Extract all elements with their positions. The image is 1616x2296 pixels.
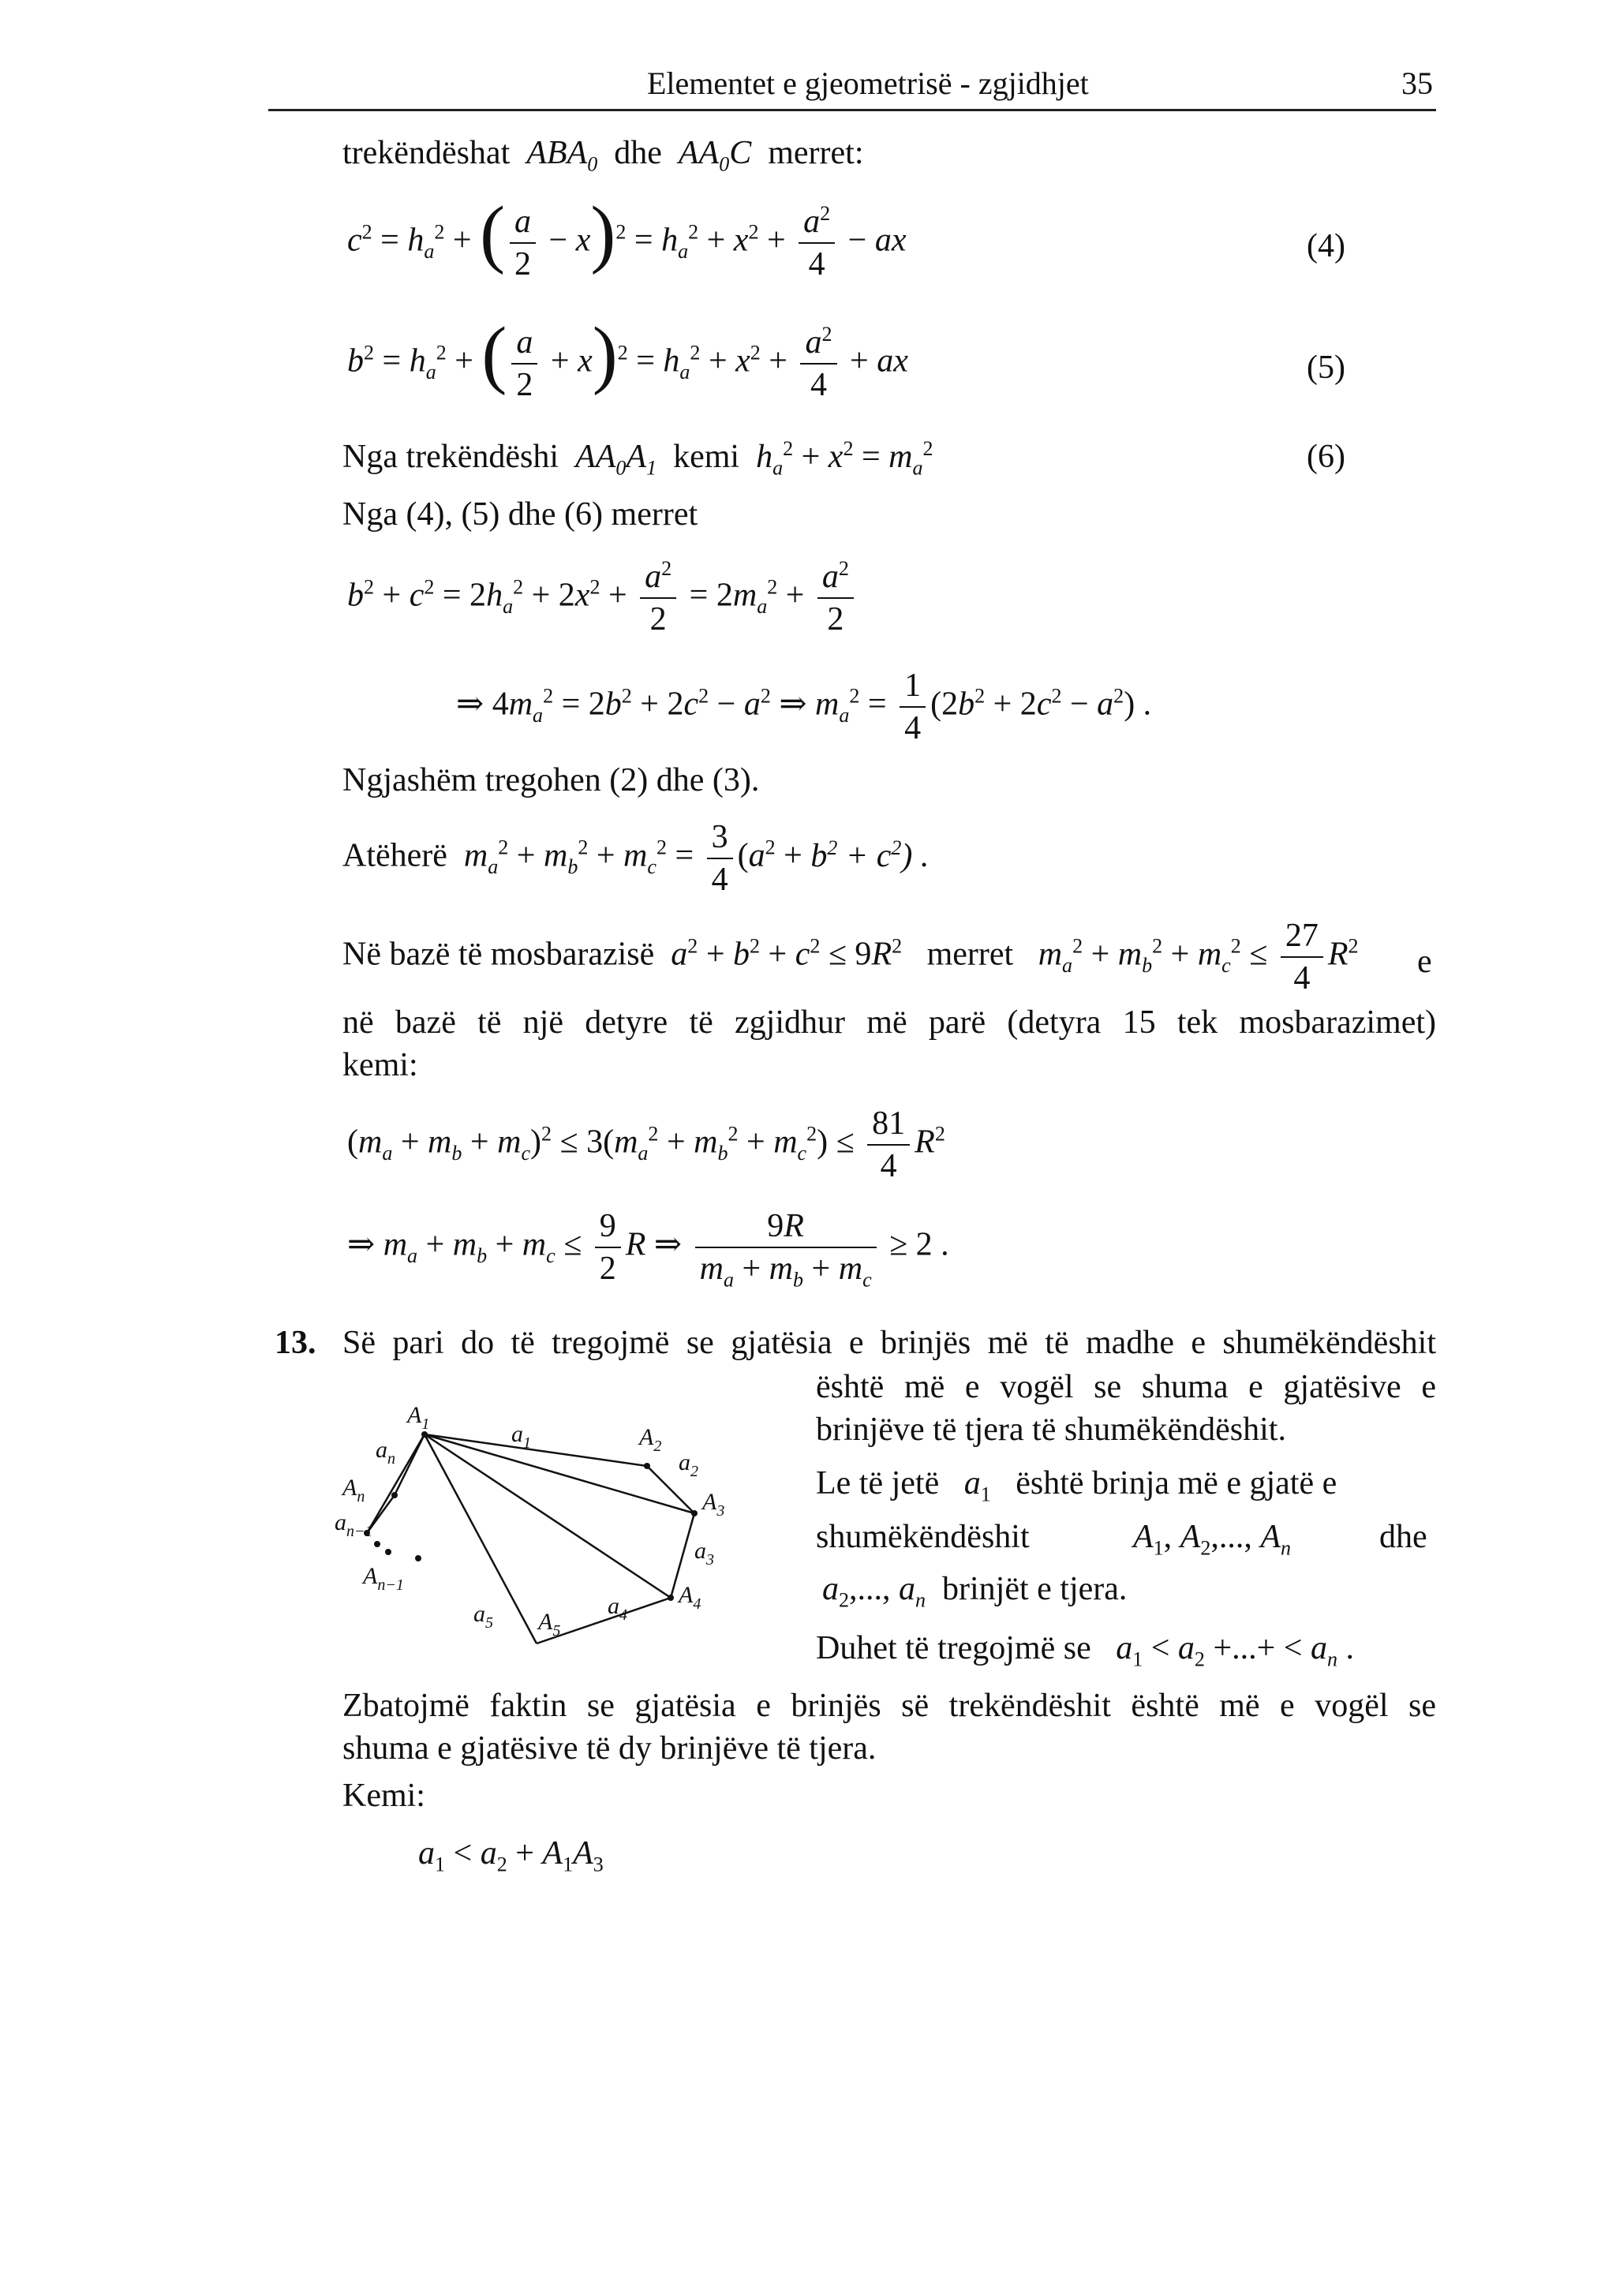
equation-sum: $b^2 + c^2 = 2h_a^2 + 2x^2$ + $\frac{a^2}{2}$ = $2m_a^2$ + $\frac{a^2}{2}$ [347,556,858,640]
problem-13-kemi: Kemi: [342,1778,425,1814]
svg-text:an−1: $a_{n-1}$ [335,1509,373,1540]
svg-text:an: $a_n$ [376,1437,395,1468]
ne-baze-line: Në bazë të mosbarazisë $a^2 + b^2 + c^2 \le 9R^2$ merret $m_a^2 + m_b^2 + m_c^2$ ≤ $\frac{27}{4}$ $R^2$ [342,915,1436,999]
problem-13-number: 13. [275,1325,316,1361]
svg-text:A3: $A_3$ [702,1489,725,1520]
svg-text:a4: $a_4$ [608,1593,627,1624]
polygon-figure [331,1369,773,1640]
problem-13-line5 [816,1518,1030,1556]
text-ne-baze-b: merret [926,936,1014,973]
p13-text-line7: Duhet të tregojmë se [816,1630,1091,1666]
text-atehere: Atëherë [342,837,447,874]
text-ne-baze-a: Në bazë të mosbarazisë [342,936,655,973]
svg-text:A5: $A_5$ [538,1609,561,1640]
nga-456-line: Nga (4), (5) dhe (6) merret [342,496,698,533]
equation-median: ⇒ $4m_a^2 = 2b^2 + 2c^2 - a^2$ ⇒ $m_a^2$ = $\frac{1}{4}$ $(2b^2 + 2c^2 - a^2)$ . [456,665,1151,749]
figure-labels [335,1402,724,1640]
svg-text:A1: $A_1$ [407,1402,430,1433]
atehere-line: Atëherë $m_a^2 + m_b^2 + m_c^2$ = $\frac{3}{4}$ $(a^2 + b^2 + c^2)$ . [342,817,929,900]
p13-text-line2: është më e vogël se shuma e gjatësive e [816,1369,1436,1405]
intro-text-c: merret: [768,135,864,171]
running-header [268,62,1436,111]
problem-13-line3: brinjëve të tjera të shumëkëndëshit. [816,1412,1286,1448]
text-ne-baze-c: e [1417,944,1432,980]
equation-5-tag: (5) [1307,350,1345,386]
svg-text:A4: $A_4$ [679,1582,701,1613]
svg-text:a3: $a_3$ [694,1538,714,1569]
p13-text-line6: brinjët e tjera. [942,1571,1128,1607]
page-number: 35 [1401,65,1433,101]
problem-13-vertices: $A_1$, $A_2$,..., $A_n$ [1133,1519,1292,1560]
intro-text-b: dhe [614,135,662,171]
inequality-1: $(m_a + m_b + m_c)^2 \le 3(m_a^2 + m_b^2 + m_c^2)$ ≤ $\frac{81}{4}$ $R^2$ [347,1103,945,1187]
problem-13-line7: Duhet të tregojmë se $a_1 < a_2$ +...+ < $a_n$ . [816,1630,1355,1671]
svg-text:a2: $a_2$ [679,1449,698,1480]
p13-text-line4a: Le të jetë [816,1465,940,1501]
problem-13-dhe: dhe [1379,1519,1427,1555]
equation-6-line: Nga trekëndëshi $AA_0A_1$ kemi $h_a^2 + x^2 = m_a^2$ [342,437,933,480]
equation-4: $c^2 = h_a^2$ + ( $\frac{a}{2}$ − $x)^2 = h_a^2 + x^2$ + $\frac{a^2}{4}$ − ax [347,190,907,282]
final-inequality: $a_1 < a_2 + A_1A_3$ [418,1835,604,1876]
problem-13-line6: $a_2$,..., $a_n$ brinjët e tjera. [822,1571,1128,1612]
svg-text:An: $A_n$ [342,1475,365,1505]
intro-text-a: trekëndëshat [342,135,511,171]
equation-4-tag: (4) [1307,228,1345,264]
text-nga-trekendeshi: Nga trekëndëshi [342,439,559,475]
p13-text-line4b: është brinja më e gjatë e [1016,1465,1337,1501]
svg-text:a1: $a_1$ [511,1421,531,1452]
text-ne-baze-line2: në bazë të një detyre të zgjidhur më parë (detyra 15 tek mosbarazimet) [342,1004,1436,1041]
p13-text-para1: Zbatojmë faktin se gjatësia e brinjës së trekëndëshit është më e vogël se [342,1688,1436,1724]
inequality-2: ⇒ $m_a + m_b + m_c$ ≤ $\frac{9}{2}$ R ⇒ $\frac{9R}{m_a + m_b + m_c}$ ≥ 2 . [347,1206,949,1289]
ngjashem-line: Ngjashëm tregohen (2) dhe (3). [342,762,760,798]
text-kemi-inline: kemi [673,439,740,475]
header-title: Elementet e gjeometrisë - zgjidhjet [647,65,1089,101]
problem-13-para1 [342,1687,1436,1725]
equation-6-tag: (6) [1307,439,1345,475]
svg-text:An−1: $A_{n-1}$ [363,1563,404,1594]
svg-text:a5: $a_5$ [473,1601,493,1632]
ne-baze-line-2 [342,1004,1436,1041]
kemi-line: kemi: [342,1047,418,1083]
p13-text-line1: Së pari do të tregojmë se gjatësia e brinjës më të madhe e shumëkëndëshit [342,1325,1436,1361]
intro-line: trekëndëshat $ABA_0$ dhe $AA_0C$ merret: [342,135,864,176]
problem-13-para2: shuma e gjatësive të dy brinjëve të tjera. [342,1730,877,1767]
p13-text-line5a: shumëkëndëshit [816,1519,1030,1555]
problem-13-line4: Le të jetë $a_1$ është brinja më e gjatë e [816,1465,1337,1506]
problem-13-line1 [342,1324,1436,1362]
svg-text:A2: $A_2$ [639,1424,662,1455]
problem-13-line2 [816,1368,1436,1406]
equation-5: $b^2 = h_a^2$ + ( $\frac{a}{2}$ + $x)^2 = h_a^2 + x^2$ + $\frac{a^2}{4}$ + ax [347,311,908,403]
